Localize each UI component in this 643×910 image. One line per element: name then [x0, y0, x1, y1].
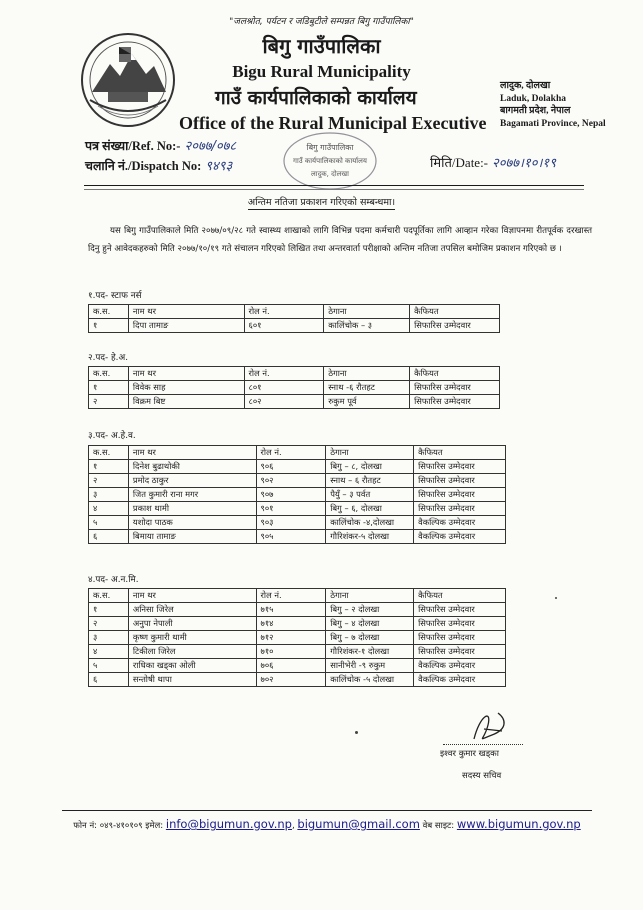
- table-cell: सन्तोषी थापा: [128, 673, 256, 687]
- table-cell: बिमाया तामाङ: [128, 530, 256, 544]
- dispatch-number: [85, 156, 232, 174]
- table-cell: स्नाथ -६ रौतहट: [324, 381, 410, 395]
- table-cell: ९०३: [256, 516, 326, 530]
- dispatch-value: ९४९३: [205, 159, 233, 174]
- office-stamp: [280, 130, 380, 192]
- table-cell: ८०२: [244, 395, 324, 409]
- address-line: लादुक, दोलखा: [500, 81, 551, 91]
- results-table: [88, 304, 500, 333]
- table-row: [89, 631, 506, 645]
- header-cell: रोल नं.: [256, 589, 326, 603]
- table-cell: दिनेश बुढाथोकी: [128, 460, 256, 474]
- scan-speck: [355, 731, 358, 734]
- table-cell: ९०२: [256, 474, 326, 488]
- table-cell: विवेक साह: [128, 381, 244, 395]
- table-row: [89, 395, 500, 409]
- letter-subject: [0, 195, 643, 208]
- table-cell: गौरिशंकर-१ दोलखा: [326, 645, 414, 659]
- table-cell: बिगु – ८, दोलखा: [326, 460, 414, 474]
- email-link[interactable]: bigumun@gmail.com: [297, 817, 420, 831]
- table-header-row: [89, 446, 506, 460]
- table-row: [89, 319, 500, 333]
- table-row: [89, 603, 506, 617]
- table-cell: ४: [89, 502, 129, 516]
- table-header-row: [89, 305, 500, 319]
- table-cell: अनुपा नेपाली: [128, 617, 256, 631]
- stamp-line: बिगु गाउँपालिका: [306, 143, 354, 152]
- body-paragraph: यस बिगु गाउँपालिकाले मिति २०७७/०९/२८ गते स्वास्थ्य शाखाको लागि विभिन्न पदमा कर्मचारी पदपूर्तिका लागि आव्हान गरेका विज्ञापनमा रीतपूर्वक दरखास्त दिनु हुने आवेदकहरुको मिति २०७७/१०/१९ गते संचालन गरिएको लिखित तथा अन्तरवार्ता परीक्षाको अन्तिम नतिजा तपसिल बमोजिम प्रकाशन गरिएको छ ।: [88, 226, 592, 254]
- table-row: [89, 645, 506, 659]
- table-row: [89, 673, 506, 687]
- reference-label: पत्र संख्या/Ref. No:-: [85, 139, 181, 153]
- table-cell: कृष्ण कुमारी थामी: [128, 631, 256, 645]
- header-cell: क.स.: [89, 446, 129, 460]
- municipality-name-nepali: बिगु गाउँपालिका: [262, 34, 381, 58]
- table-row: [89, 474, 506, 488]
- table-cell: ७०२: [256, 673, 326, 687]
- table-cell: पैयुँ – ३ पर्वत: [326, 488, 414, 502]
- table-cell: ७१२: [256, 631, 326, 645]
- table-cell: ६: [89, 673, 129, 687]
- header-divider: [84, 185, 584, 186]
- table-row: [89, 530, 506, 544]
- table-cell: ३: [89, 631, 129, 645]
- header-cell: नाम थर: [128, 367, 244, 381]
- table-cell: वैकल्पिक उम्मेदवार: [414, 530, 506, 544]
- address-line: Laduk, Dolakha: [500, 93, 567, 104]
- table-cell: बिगु – ७ दोलखा: [326, 631, 414, 645]
- table-cell: सिफारिस उम्मेदवार: [414, 488, 506, 502]
- dispatch-label: चलानि नं./Dispatch No:: [85, 159, 202, 173]
- header-cell: क.स.: [89, 305, 129, 319]
- table-cell: ९०७: [256, 488, 326, 502]
- table-cell: २: [89, 395, 129, 409]
- results-table: [88, 445, 506, 544]
- table-cell: बिगु – ४ दोलखा: [326, 617, 414, 631]
- table-row: [89, 659, 506, 673]
- header-cell: रोल नं.: [244, 305, 324, 319]
- footer-contact: [62, 817, 592, 831]
- table-cell: गौरिशंकर-५ दोलखा: [326, 530, 414, 544]
- footer-divider: [62, 810, 592, 811]
- table-cell: १: [89, 603, 129, 617]
- section-title: ३.पद- अ.हे.व.: [88, 431, 136, 441]
- reference-number: [85, 136, 236, 154]
- table-row: [89, 488, 506, 502]
- table-cell: रुकुम पूर्व: [324, 395, 410, 409]
- header-cell: क.स.: [89, 367, 129, 381]
- letter-date: [430, 153, 556, 171]
- table-cell: सिफारिस उम्मेदवार: [414, 502, 506, 516]
- scan-speck: [555, 597, 557, 599]
- table-cell: वैकल्पिक उम्मेदवार: [414, 516, 506, 530]
- municipality-name-english: Bigu Rural Municipality: [232, 62, 411, 81]
- table-cell: १: [89, 319, 129, 333]
- table-header-row: [89, 589, 506, 603]
- table-cell: १: [89, 460, 129, 474]
- address-line: बागमती प्रदेश, नेपाल: [500, 106, 571, 116]
- table-cell: ७१०: [256, 645, 326, 659]
- table-cell: ६: [89, 530, 129, 544]
- table-cell: ७०६: [256, 659, 326, 673]
- table-cell: प्रकाश थामी: [128, 502, 256, 516]
- table-row: [89, 617, 506, 631]
- header-cell: कैफियत: [414, 589, 506, 603]
- table-row: [89, 381, 500, 395]
- table-cell: २: [89, 474, 129, 488]
- table-cell: १: [89, 381, 129, 395]
- table-cell: ५: [89, 516, 129, 530]
- table-row: [89, 516, 506, 530]
- table-cell: ७१५: [256, 603, 326, 617]
- office-address: [500, 80, 606, 130]
- table-cell: सिफारिस उम्मेदवार: [410, 395, 500, 409]
- table-cell: सिफारिस उम्मेदवार: [414, 631, 506, 645]
- header-cell: क.स.: [89, 589, 129, 603]
- date-value: २०७७।१०।१९: [492, 156, 556, 171]
- table-cell: ९०६: [256, 460, 326, 474]
- table-cell: राधिका खड्का ओली: [128, 659, 256, 673]
- header-cell: रोल नं.: [256, 446, 326, 460]
- table-cell: ६०१: [244, 319, 324, 333]
- office-name-english: Office of the Rural Municipal Executive: [179, 113, 487, 133]
- results-table: [88, 366, 500, 409]
- table-cell: ५: [89, 659, 129, 673]
- header-cell: रोल नं.: [244, 367, 324, 381]
- table-cell: कालिंचोक -५ दोलखा: [326, 673, 414, 687]
- table-cell: ४: [89, 645, 129, 659]
- table-cell: स्नाथ – ६ रौतहट: [326, 474, 414, 488]
- section-title: ४.पद- अ.न.मि.: [88, 575, 139, 585]
- table-cell: ७१४: [256, 617, 326, 631]
- table-cell: ३: [89, 488, 129, 502]
- table-cell: यशोदा पाठक: [128, 516, 256, 530]
- table-cell: अनिसा जिरेल: [128, 603, 256, 617]
- reference-value: २०७७/०७८: [184, 139, 237, 154]
- table-header-row: [89, 367, 500, 381]
- signatory-post: सदस्य सचिव: [462, 771, 502, 781]
- header-cell: कैफियत: [414, 446, 506, 460]
- website-link[interactable]: www.bigumun.gov.np: [456, 817, 581, 831]
- table-cell: बिगु – ६, दोलखा: [326, 502, 414, 516]
- date-label: मिति/Date:-: [430, 155, 489, 170]
- address-line: Bagamati Province, Nepal: [500, 118, 606, 129]
- motto: "जलश्रोत, पर्यटन र जडिबुटीले सम्पन्नत बिगु गाउँपालिका": [229, 17, 414, 27]
- table-cell: सिफारिस उम्मेदवार: [414, 460, 506, 474]
- table-cell: टिकीला जिरेल: [128, 645, 256, 659]
- phone-label: फोन नं: ०४९-४१०१०९ इमेल:: [73, 821, 164, 831]
- table-cell: सिफारिस उम्मेदवार: [410, 381, 500, 395]
- table-cell: ८०१: [244, 381, 324, 395]
- section-title: २.पद- हे.अ.: [88, 353, 128, 363]
- table-cell: कालिंचोक -४,दोलखा: [326, 516, 414, 530]
- header-cell: ठेगाना: [324, 305, 410, 319]
- table-cell: प्रमोद ठाकुर: [128, 474, 256, 488]
- signatory-name: इश्वर कुमार खड्का: [440, 749, 499, 759]
- table-cell: वैकल्पिक उम्मेदवार: [414, 673, 506, 687]
- results-table: [88, 588, 506, 687]
- table-cell: सानीभेरी -९ रुकुम: [326, 659, 414, 673]
- table-cell: जित कुमारी राना मगर: [128, 488, 256, 502]
- table-cell: बिगु – २ दोलखा: [326, 603, 414, 617]
- signature-line: [443, 744, 523, 745]
- table-cell: दिपा तामाङ: [128, 319, 244, 333]
- header-cell: नाम थर: [128, 305, 244, 319]
- table-cell: सिफारिस उम्मेदवार: [414, 474, 506, 488]
- section-title: १.पद- स्टाफ नर्स: [88, 291, 142, 301]
- table-cell: ९०५: [256, 530, 326, 544]
- table-cell: २: [89, 617, 129, 631]
- header-cell: नाम थर: [128, 446, 256, 460]
- table-cell: सिफारिस उम्मेदवार: [414, 645, 506, 659]
- table-row: [89, 502, 506, 516]
- subject-text: अन्तिम नतिजा प्रकाशन गरिएको सम्बन्धमा।: [247, 197, 396, 208]
- header-divider-thin: [84, 189, 584, 190]
- stamp-line: लादुक, दोलखा: [311, 170, 349, 178]
- header-cell: कैफियत: [410, 305, 500, 319]
- table-cell: सिफारिस उम्मेदवार: [410, 319, 500, 333]
- signature-scribble-icon: [462, 705, 512, 745]
- header-cell: ठेगाना: [324, 367, 410, 381]
- table-cell: विक्रम बिष्ट: [128, 395, 244, 409]
- header-cell: ठेगाना: [326, 446, 414, 460]
- header-cell: ठेगाना: [326, 589, 414, 603]
- email-separator: ,: [291, 821, 295, 831]
- stamp-line: गाउँ कार्यपालिकाको कार्यालय: [293, 157, 367, 165]
- email-link[interactable]: info@bigumun.gov.np: [165, 817, 292, 831]
- header-cell: नाम थर: [128, 589, 256, 603]
- table-row: [89, 460, 506, 474]
- table-cell: सिफारिस उम्मेदवार: [414, 617, 506, 631]
- header-cell: कैफियत: [410, 367, 500, 381]
- table-cell: वैकल्पिक उम्मेदवार: [414, 659, 506, 673]
- table-cell: कालिंचोक – ३: [324, 319, 410, 333]
- website-label: वेब साइट:: [422, 821, 455, 831]
- table-cell: ९०१: [256, 502, 326, 516]
- table-cell: सिफारिस उम्मेदवार: [414, 603, 506, 617]
- office-name-nepali: गाउँ कार्यपालिकाको कार्यालय: [215, 87, 417, 109]
